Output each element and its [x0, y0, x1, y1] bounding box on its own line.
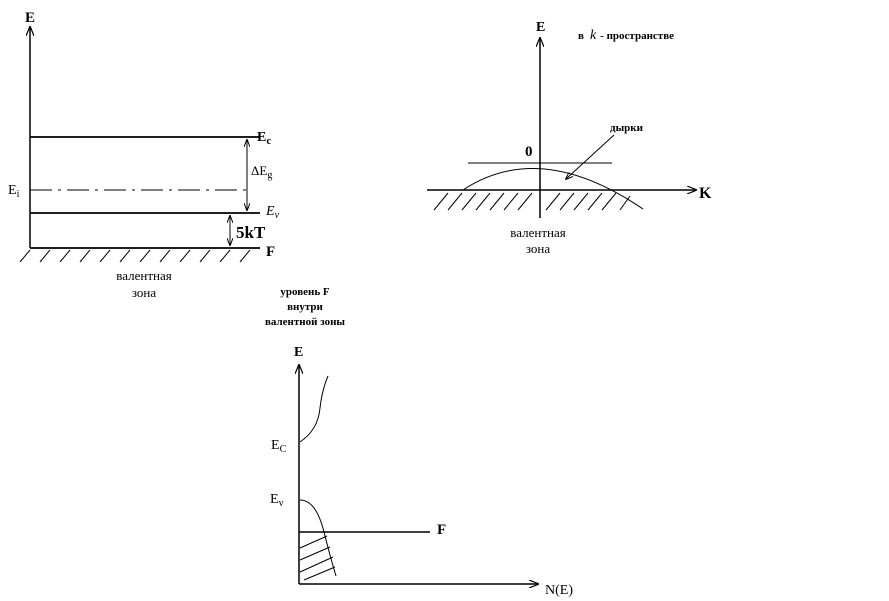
fermi-label: F [266, 244, 276, 260]
k-valence-hatching [434, 193, 630, 210]
valence-dos-curve [300, 500, 336, 576]
holes-label: дырки [610, 122, 643, 134]
band-diagram-left [8, 10, 280, 300]
valence-band-hatching [20, 250, 250, 262]
k-axis-label: K [699, 185, 712, 202]
band-caption-line2: зона [131, 285, 157, 300]
ev-label: $E_v$ [266, 204, 280, 221]
band-caption-line1: валентная [116, 268, 172, 283]
k-space-diagram [427, 20, 712, 256]
holes-pointer-arrow [566, 135, 614, 179]
k-energy-axis-label: E [536, 20, 546, 35]
k-band-caption-line1: валентная [510, 225, 566, 240]
zero-label: 0 [525, 144, 533, 160]
density-of-states-diagram [265, 286, 573, 598]
conduction-dos-curve [300, 376, 328, 442]
k-band-caption-line2: зона [525, 241, 551, 256]
dos-caption-line3: валентной зоны [264, 316, 346, 328]
dos-x-axis-label: N(E) [545, 583, 573, 598]
band-gap-label: $\Delta E_g$ [251, 163, 273, 181]
dos-energy-axis-label: E [294, 345, 304, 360]
ei-label: $E_i$ [8, 183, 20, 200]
valence-band-curve [463, 169, 643, 209]
ec-label: $E_c$ [257, 130, 272, 147]
dos-caption-line1: уровень F [280, 286, 330, 298]
energy-axis-label: E [25, 10, 36, 26]
dos-ev-label: $E_v$ [270, 492, 284, 509]
dos-fermi-label: F [437, 522, 447, 538]
dos-caption-line2: внутри [287, 301, 323, 313]
kt-label: 5kT [236, 223, 266, 242]
k-space-header: в k - пространстве [578, 28, 675, 43]
dos-hatching [300, 536, 335, 580]
dos-ec-label: $E_C$ [271, 438, 287, 455]
